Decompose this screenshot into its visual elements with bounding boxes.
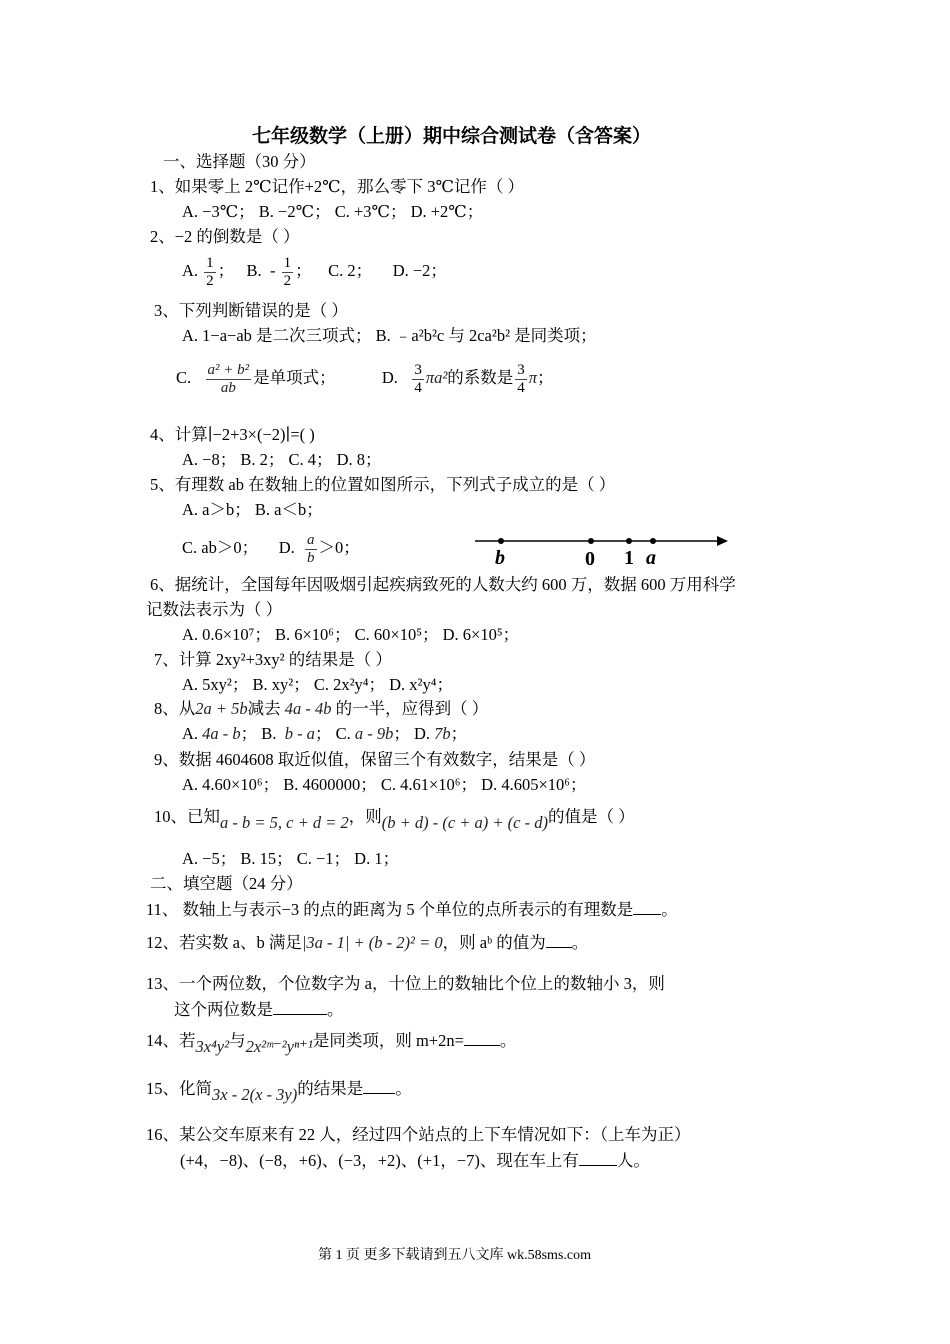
option-label: A. <box>182 261 199 280</box>
fraction: $\frac{3}{4}$ <box>414 361 422 396</box>
question-stem: 4、计算∣−2+3×(−2)∣=( ) <box>150 425 315 444</box>
axis-label-1: 1 <box>624 547 634 569</box>
fraction: $\frac{a}{b}$ <box>307 531 315 566</box>
question-stem-continued: (+4，−8)、(−8，+6)、(−3，+2)、(+1，−7)、现在车上有 人。 <box>180 1151 650 1170</box>
answer-blank[interactable] <box>273 998 327 1015</box>
question-stem: 13、一个两位数，个位数字为 a，十位上的数轴比个位上的数轴小 3，则 <box>146 974 665 993</box>
axis-label-0: 0 <box>585 548 595 570</box>
fraction: $\frac{1}{2}$ <box>206 254 214 289</box>
point-b <box>498 538 504 544</box>
question-stem: 11、 数轴上与表示−3 的点的距离为 5 个单位的点所表示的有理数是 。 <box>146 900 678 919</box>
question-options: A. $\frac{1}{2}$ ； B. - $\frac{1}{2}$ ； C. 2； D. −2； <box>182 254 447 289</box>
question-stem-continued: 记数法表示为（ ） <box>146 600 283 619</box>
axis-label-b: b <box>495 547 505 569</box>
question-options: A. −8； B. 2； C. 4； D. 8； <box>182 450 382 469</box>
question-options: A. 4.60×10⁶； B. 4600000； C. 4.61×10⁶； D. 4.605×10⁶； <box>182 775 587 794</box>
question-options: A. −3℃； B. −2℃； C. +3℃； D. +2℃； <box>182 202 484 221</box>
question-stem: 15、化简3x - 2(x - 3y)的结果是 。 <box>146 1079 412 1104</box>
point-0 <box>588 538 594 544</box>
answer-blank[interactable] <box>579 1149 617 1166</box>
number-line-figure <box>470 528 735 572</box>
question-options: A. 0.6×10⁷； B. 6×10⁶； C. 60×10⁵； D. 6×10⁵； <box>182 625 520 644</box>
arrow-head-icon <box>717 536 728 546</box>
answer-blank[interactable] <box>464 1029 500 1046</box>
point-a <box>650 538 656 544</box>
point-1 <box>626 538 632 544</box>
question-stem: 1、如果零上 2℃记作+2℃，那么零下 3℃记作（ ） <box>150 177 525 196</box>
answer-blank[interactable] <box>633 898 661 915</box>
question-options: A. 4a - b； B. b - a； C. a - 9b； D. 7b； <box>182 724 468 743</box>
question-options: C. ab＞0； D. $\frac{a}{b}$ ＞0； <box>182 531 360 566</box>
question-stem: 6、据统计，全国每年因吸烟引起疾病致死的人数大约 600 万，数据 600 万用科学 <box>150 575 736 594</box>
question-stem: 9、数据 4604608 取近似值，保留三个有效数字，结果是（ ） <box>154 750 596 769</box>
question-options: C. $\frac{\text{a² + b²}}{ab}$ 是单项式； D. $\frac{3}{4}$ πa²的系数是 $\frac{3}{4}$ π； <box>176 361 554 396</box>
page-footer: 第 1 页 更多下载请到五八文库 wk.58sms.com <box>318 1248 591 1263</box>
answer-blank[interactable] <box>546 931 572 948</box>
question-stem: 12、若实数 a、b 满足|3a - 1| + (b - 2)² = 0，则 aᵇ 的值为 。 <box>146 933 589 952</box>
question-options: A. a＞b； B. a＜b； <box>182 500 323 519</box>
fraction: $\frac{\text{a² + b²}}{ab}$ <box>207 361 250 396</box>
option-label: B. <box>246 261 262 280</box>
question-stem: 14、若3x⁴y²与2x²ᵐ⁻²yⁿ⁺¹是同类项，则 m+2n= 。 <box>146 1031 517 1056</box>
question-stem: 2、−2 的倒数是（ ） <box>150 227 300 246</box>
option-d: D. −2； <box>392 261 447 280</box>
question-stem: 8、从2a + 5b减去 4a - 4b 的一半，应得到（ ） <box>154 699 489 718</box>
page-title: 七年级数学（上册）期中综合测试卷（含答案） <box>252 126 652 147</box>
question-stem: 7、计算 2xy²+3xy² 的结果是（ ） <box>154 650 392 669</box>
question-options: A. 1−a−ab 是二次三项式； B. ﹣a²b²c 与 2ca²b² 是同类项； <box>182 326 597 345</box>
answer-blank[interactable] <box>363 1077 395 1094</box>
option-c: C. 2； <box>328 261 373 280</box>
question-stem: 3、下列判断错误的是（ ） <box>154 301 348 320</box>
axis-label-a: a <box>646 547 656 569</box>
question-stem: 10、已知a - b = 5, c + d = 2，则(b + d) - (c + a) + (c - d)的值是（ ） <box>154 807 635 832</box>
question-options: A. 5xy²； B. xy²； C. 2x²y⁴； D. x²y⁴； <box>182 675 454 694</box>
fraction: $\frac{3}{4}$ <box>517 361 525 396</box>
question-options: A. −5； B. 15； C. −1； D. 1； <box>182 849 400 868</box>
question-stem: 5、有理数 ab 在数轴上的位置如图所示，下列式子成立的是（ ） <box>150 475 616 494</box>
section-heading: 一、选择题（30 分） <box>163 152 316 171</box>
section-heading: 二、填空题（24 分） <box>150 874 303 893</box>
question-stem: 16、某公交车原来有 22 人，经过四个站点的上下车情况如下：（上车为正） <box>146 1125 691 1144</box>
fraction: $\frac{1}{2}$ <box>283 254 292 289</box>
question-stem-continued: 这个两位数是 。 <box>174 1000 344 1019</box>
